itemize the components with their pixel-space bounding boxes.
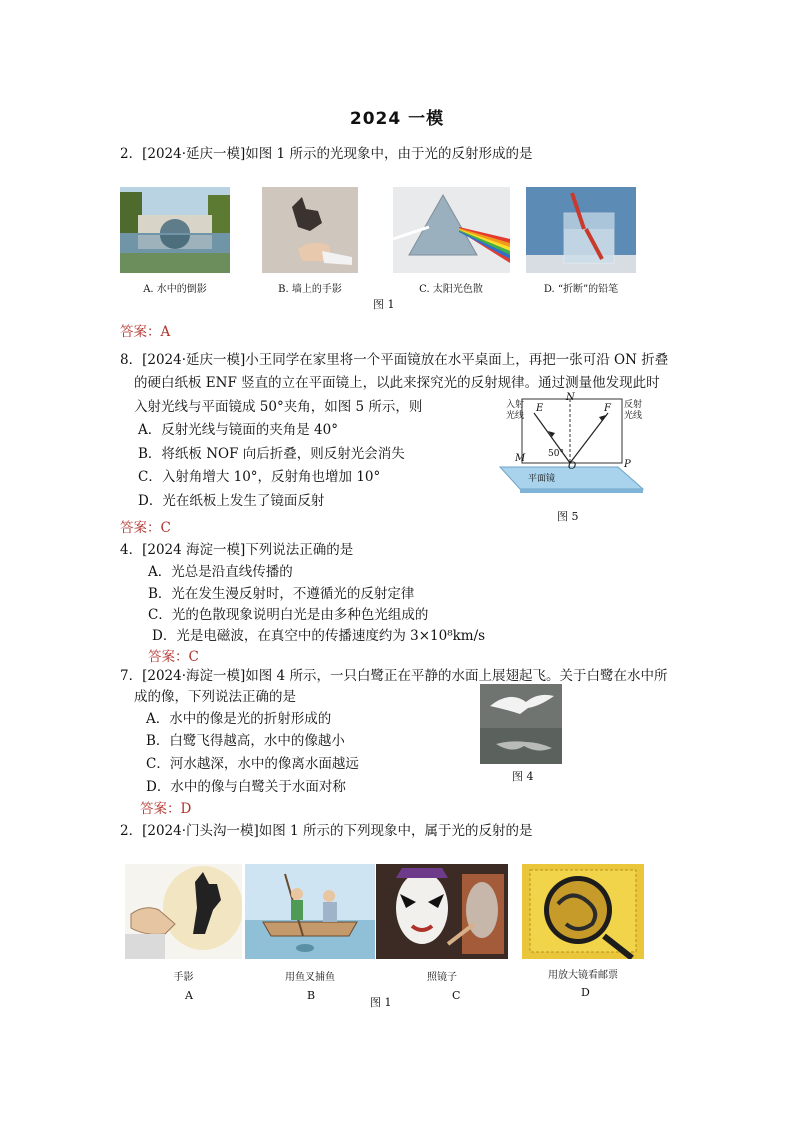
caption-b: B. 墙上的手影: [278, 284, 342, 295]
mirror-label: 平面镜: [528, 474, 556, 484]
letter-a: A: [185, 989, 193, 1002]
point-m-label: M: [515, 453, 526, 464]
option-b: B．光在发生漫反射时，不遵循光的反射定律: [148, 586, 415, 602]
point-e-label: E: [536, 403, 544, 414]
option-a: A．水中的像是光的折射形成的: [146, 711, 332, 727]
image-mirror-makeup: [376, 864, 508, 959]
caption-d: D. “折断”的铅笔: [543, 284, 619, 295]
option-c: C．光的色散现象说明白光是由多种色光组成的: [148, 607, 429, 623]
caption-a: A. 水中的倒影: [143, 284, 207, 295]
reflected-ray-label: 反射光线: [624, 400, 643, 421]
caption-c: C. 太阳光色散: [419, 284, 483, 295]
photo-bridge-reflection: [120, 187, 230, 273]
option-c: C．河水越深，水中的像离水面越远: [146, 756, 359, 772]
option-b: B．将纸板 NOF 向后折叠，则反射光会消失: [138, 446, 405, 462]
question-4-line-1: 7．[2024·海淀一模]如图 4 所示，一只白鹭正在平静的水面上展翅起飞。关于白鹭在水中所: [120, 668, 668, 684]
caption-c: 照镜子: [427, 972, 457, 983]
caption-a: 手影: [173, 972, 194, 983]
page-title: 2024 一模: [349, 109, 445, 129]
photo-bent-pencil: [526, 187, 636, 273]
point-o-label: O: [568, 461, 577, 472]
figure-4-label: 图 4: [512, 770, 534, 783]
option-d: D．水中的像与白鹭关于水面对称: [146, 779, 346, 795]
answer-1: 答案：A: [120, 324, 171, 340]
photo-hand-shadow: [262, 187, 358, 273]
question-2-line-3: 入射光线与平面镜成 50°夹角，如图 5 所示，则: [134, 399, 423, 415]
option-d: D．光在纸板上发生了镜面反射: [138, 493, 325, 509]
image-hand-shadow: [125, 864, 242, 959]
caption-d: 用放大镜看邮票: [548, 970, 618, 981]
letter-c: C: [452, 989, 461, 1002]
point-f-label: F: [604, 403, 611, 414]
question-2-line-1: 8．[2024·延庆一模]小王同学在家里将一个平面镜放在水平桌面上，再把一张可沿 ON 折叠: [120, 352, 669, 368]
question-2-line-2: 的硬白纸板 ENF 竖直的立在平面镜上，以此来探究光的反射规律。通过测量他发现此时: [134, 375, 660, 391]
question-3-stem: 4．[2024 海淀一模]下列说法正确的是: [120, 542, 354, 558]
answer-3: 答案：C: [148, 649, 199, 665]
option-d: D．光是电磁波，在真空中的传播速度约为 3×10⁸km/s: [152, 628, 486, 644]
option-c: C．入射角增大 10°，反射角也增加 10°: [138, 469, 381, 485]
photo-egret: [480, 684, 562, 764]
answer-2: 答案：C: [120, 520, 171, 536]
option-b: B．白鹭飞得越高，水中的像越小: [146, 733, 345, 749]
figure-label: 图 1: [373, 298, 395, 311]
question-4-line-2: 成的像，下列说法正确的是: [134, 689, 296, 705]
caption-b: 用鱼叉捕鱼: [285, 972, 335, 983]
image-fish-spearing: [245, 864, 375, 959]
option-a: A．反射光线与镜面的夹角是 40°: [138, 422, 338, 438]
image-magnifier-stamp: [522, 864, 644, 959]
angle-label: 50°: [548, 449, 564, 459]
reflection-diagram: [498, 392, 648, 500]
photo-prism-dispersion: [393, 187, 510, 273]
point-p-label: P: [624, 459, 631, 470]
question-5-stem: 2．[2024·门头沟一模]如图 1 所示的下列现象中，属于光的反射的是: [120, 823, 533, 839]
incident-ray-label: 入射光线: [506, 400, 525, 421]
letter-b: B: [307, 989, 316, 1002]
question-1-stem: 2．[2024·延庆一模]如图 1 所示的光现象中，由于光的反射形成的是: [120, 146, 533, 162]
answer-4: 答案：D: [140, 801, 192, 817]
figure-5-label: 图 5: [557, 510, 579, 523]
point-n-label: N: [566, 392, 575, 403]
figure-label: 图 1: [370, 996, 392, 1009]
option-a: A．光总是沿直线传播的: [148, 564, 293, 580]
letter-d: D: [581, 986, 590, 999]
